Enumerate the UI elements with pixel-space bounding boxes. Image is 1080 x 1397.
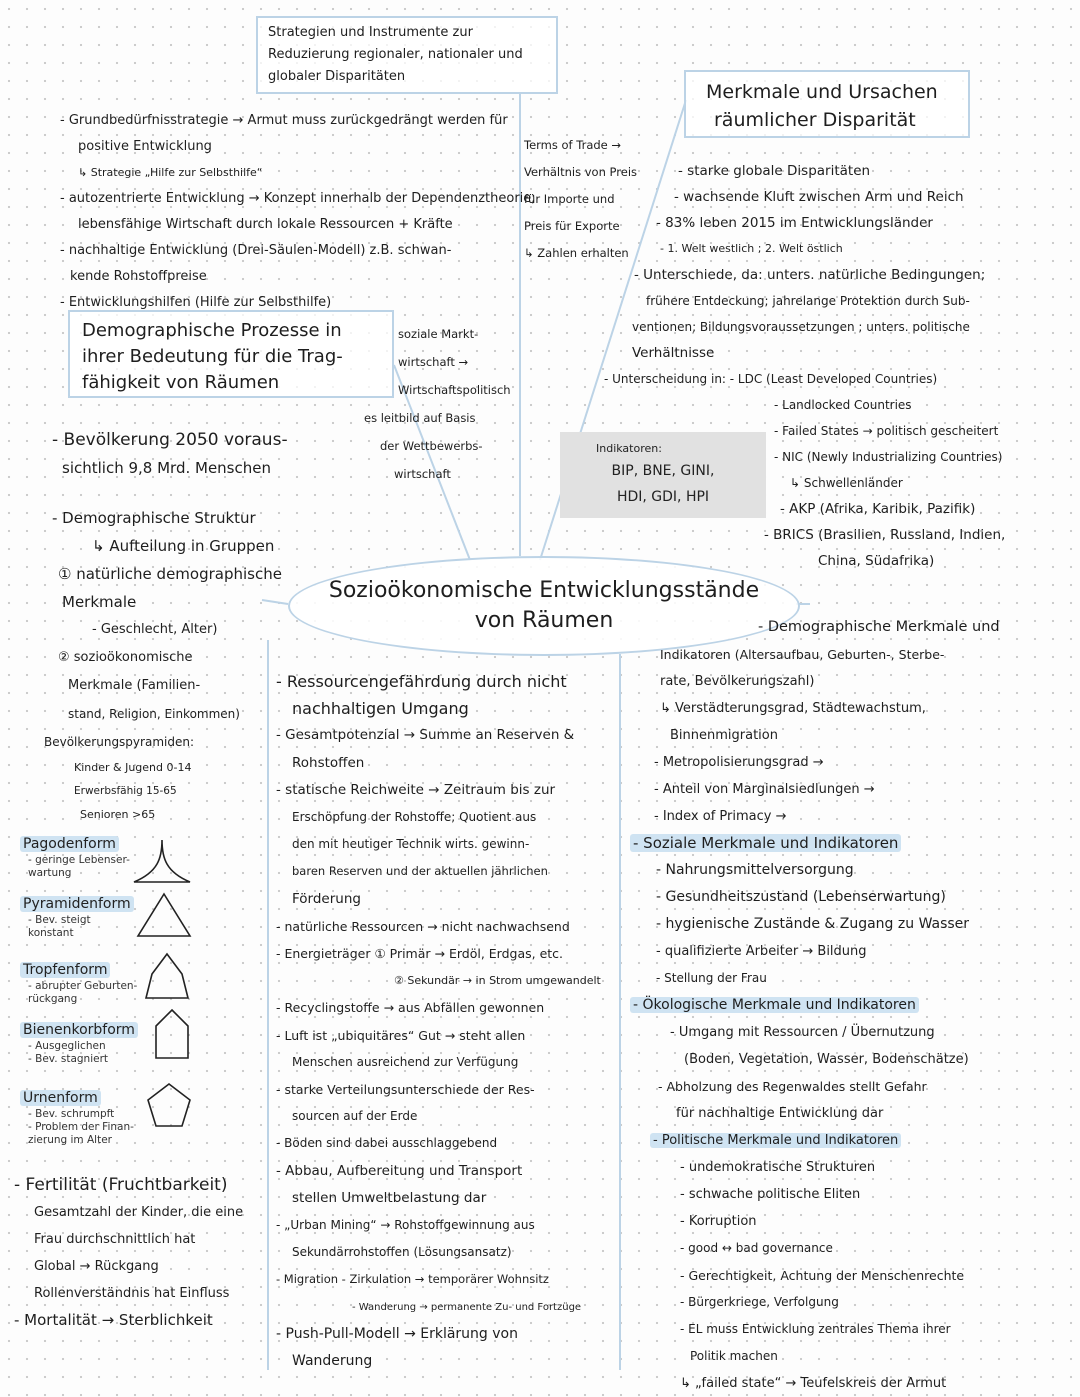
ressourcen-line: - Push-Pull-Modell → Erklärung von	[276, 1325, 518, 1342]
ressourcen-line: baren Reserven und der aktuellen jährlichen	[292, 864, 548, 879]
pyramid-pyramide	[20, 894, 134, 940]
ressourcen-line: - Gesamtpotenzial → Summe an Reserven &	[276, 727, 575, 744]
terms-of-trade-line: für Importe und	[524, 192, 615, 206]
bienenkorb-shape-icon	[150, 1008, 194, 1060]
ressourcen-line: - Migration - Zirkulation → temporärer Wohnsitz	[276, 1272, 549, 1287]
right-line: - qualifizierte Arbeiter → Bildung	[656, 944, 867, 959]
ressourcen-line: - Luft ist „ubiquitäres“ Gut → steht allen	[276, 1027, 526, 1043]
right-line: - Umgang mit Ressourcen / Übernutzung	[670, 1025, 935, 1040]
pyramid-note: - abrupter Geburten-	[28, 980, 138, 992]
pyramid-urne	[20, 1088, 134, 1147]
right-line: (Boden, Vegetation, Wasser, Bodenschätze)	[684, 1052, 969, 1067]
pyramid-note: zierung im Alter	[28, 1134, 112, 1146]
right-line: rate, Bevölkerungszahl)	[660, 674, 815, 689]
bevoelkerung-line: Merkmale (Familien-	[68, 678, 201, 693]
indikatoren-line: HDI, GDI, HPI	[616, 489, 710, 505]
pyramid-note: rückgang	[28, 993, 78, 1005]
pyramide-shape-icon	[136, 892, 192, 938]
merkmale-box-line: Merkmale und Ursachen	[706, 81, 938, 103]
merkmale-item: - Unterscheidung in: - LDC (Least Developed Countries)	[604, 372, 938, 386]
ressourcen-line: Wanderung	[292, 1353, 373, 1370]
ressourcen-line: stellen Umweltbelastung dar	[292, 1189, 487, 1206]
demographie-box	[68, 310, 394, 398]
right-line: - good ↔ bad governance	[680, 1241, 833, 1255]
merkmale-box-line: räumlicher Disparität	[714, 109, 916, 131]
ressourcen-line: - Abbau, Aufbereitung und Transport	[276, 1162, 523, 1179]
bevoelkerung-line: ② sozioökonomische	[58, 650, 193, 665]
pyramid-note: - Bev. stagniert	[28, 1053, 109, 1065]
ressourcen-line: Förderung	[292, 890, 361, 907]
bevoelkerung-line: Senioren >65	[80, 808, 156, 821]
merkmale-item: - Failed States → politisch gescheitert	[774, 424, 999, 438]
bevoelkerung-line: - Geschlecht, Alter)	[92, 622, 218, 637]
soziale-markt-line: soziale Markt-	[398, 327, 479, 341]
soziale-markt-line: Wirtschaftspolitisch	[398, 383, 511, 397]
pyramid-note: - Problem der Finan-	[28, 1121, 134, 1133]
pyramid-note: - geringe Lebenser-	[28, 854, 130, 866]
ressourcen-line: Erschöpfung der Rohstoffe; Quotient aus	[292, 810, 537, 825]
right-line: - Stellung der Frau	[656, 971, 767, 985]
merkmale-item: frühere Entdeckung; jahrelange Protektion durch Sub-	[646, 294, 970, 308]
right-line	[630, 992, 1000, 1019]
pyramid-note: - Ausgeglichen	[28, 1040, 106, 1052]
pyramid-note: wartung	[28, 867, 72, 879]
soziale-markt-line: es leitbild auf Basis	[364, 411, 476, 425]
fertilitaet-line: Rollenverständnis hat Einfluss	[34, 1286, 230, 1301]
ressourcen-line: nachhaltigen Umgang	[292, 699, 469, 719]
ressourcen-line: - Energieträger ① Primär → Erdöl, Erdgas, etc.	[276, 946, 564, 962]
pyramid-tropfen	[20, 960, 137, 1006]
right-line: - hygienische Zustände & Zugang zu Wasser	[656, 916, 970, 932]
indikatoren-box	[560, 432, 766, 518]
ressourcen-line: - Ressourcengefährdung durch nicht	[276, 672, 567, 691]
right-line: - Nahrungsmittelversorgung	[656, 862, 854, 878]
merkmale-item: - Unterschiede, da: unters. natürliche Bedingungen;	[634, 267, 986, 283]
bevoelkerung-line: ↳ Aufteilung in Gruppen	[92, 537, 275, 555]
right-line	[630, 830, 1000, 857]
ressourcen-line: - starke Verteilungsunterschiede der Res-	[276, 1082, 535, 1098]
right-heading: - Ökologische Merkmale und Indikatoren	[630, 997, 919, 1013]
fertilitaet-line: - Fertilität (Fruchtbarkeit)	[14, 1175, 228, 1195]
strategies-item: kende Rohstoffpreise	[70, 269, 207, 284]
ressourcen-line: - natürliche Ressourcen → nicht nachwachsend	[276, 918, 570, 934]
right-line: - EL muss Entwicklung zentrales Thema ihrer	[680, 1322, 951, 1336]
merkmale-item: - BRICS (Brasilien, Russland, Indien,	[764, 527, 1006, 543]
ressourcen-line: Sekundärrohstoffen (Lösungsansatz)	[292, 1245, 512, 1260]
right-line: Politik machen	[690, 1349, 778, 1363]
strategies-item: ↳ Strategie „Hilfe zur Selbsthilfe“	[78, 166, 263, 179]
tropfen-shape-icon	[142, 952, 192, 1000]
merkmale-item: ventionen; Bildungsvoraussetzungen ; unters. politische	[632, 320, 970, 334]
ressourcen-line: - Recyclingstoffe → aus Abfällen gewonnen	[276, 1000, 545, 1016]
center-title-line: Sozioökonomische Entwicklungsstände	[328, 578, 760, 603]
right-line: für nachhaltige Entwicklung dar	[676, 1106, 884, 1121]
ressourcen-line: - „Urban Mining“ → Rohstoffgewinnung aus	[276, 1218, 535, 1233]
strategies-item: - nachhaltige Entwicklung (Drei-Säulen-Modell) z.B. schwan-	[60, 243, 452, 258]
pyramid-pagode	[20, 834, 130, 880]
strategies-item: - Entwicklungshilfen (Hilfe zur Selbsthilfe)	[60, 295, 332, 310]
strategies-item: - Grundbedürfnisstrategie → Armut muss zurückgedrängt werden für	[60, 113, 508, 128]
merkmale-item: - Landlocked Countries	[774, 398, 912, 412]
merkmale-item: ↳ Schwellenländer	[790, 476, 903, 490]
bevoelkerung-section	[44, 426, 288, 828]
pyramid-note: - Bev. schrumpft	[28, 1108, 115, 1120]
merkmale-item: - 1. Welt westlich ; 2. Welt östlich	[660, 242, 843, 255]
right-line: - undemokratische Strukturen	[680, 1160, 876, 1175]
right-line: - Gesundheitszustand (Lebenserwartung)	[656, 889, 946, 905]
right-line: Indikatoren (Altersaufbau, Geburten-, Sterbe-	[660, 647, 945, 662]
ressourcen-line: - statische Reichweite → Zeitraum bis zur	[276, 781, 556, 798]
bevoelkerung-line: stand, Religion, Einkommen)	[68, 707, 240, 721]
merkmale-item: - NIC (Newly Industrializing Countries)	[774, 450, 1003, 464]
strategies-box-line: Strategien und Instrumente zur	[268, 25, 473, 40]
strategies-box-line: Reduzierung regionaler, nationaler und	[268, 47, 523, 62]
soziale-markt-line: wirtschaft →	[398, 355, 469, 369]
right-line: - Demographische Merkmale und	[758, 619, 1000, 635]
ressourcen-line: - Wanderung → permanente Zu- und Fortzüge	[352, 1301, 582, 1313]
bevoelkerung-line: Kinder & Jugend 0-14	[74, 761, 192, 774]
bevoelkerung-line: sichtlich 9,8 Mrd. Menschen	[62, 459, 271, 477]
right-line: Binnenmigration	[670, 728, 778, 743]
bevoelkerung-line: - Demographische Struktur	[52, 509, 256, 527]
merkmale-item: - starke globale Disparitäten	[678, 163, 871, 179]
right-line: - Anteil von Marginalsiedlungen →	[654, 782, 875, 797]
merkmale-item: - wachsende Kluft zwischen Arm und Reich	[674, 189, 964, 205]
terms-of-trade-line: Verhältnis von Preis	[524, 165, 638, 179]
demographie-box-line: Demographische Prozesse in	[82, 320, 342, 341]
fertilitaet-line: Frau durchschnittlich hat	[34, 1232, 196, 1247]
merkmale-item: - 83% leben 2015 im Entwicklungsländer	[656, 215, 933, 231]
pyramid-label: Urnenform	[20, 1090, 101, 1106]
indikatoren-line: BIP, BNE, GINI,	[611, 463, 715, 479]
ressourcen-line: - Böden sind dabei ausschlaggebend	[276, 1136, 498, 1151]
bevoelkerung-line: ① natürliche demographische	[58, 565, 282, 583]
merkmale-item: Verhältnisse	[632, 345, 715, 361]
terms-of-trade-line: Terms of Trade →	[524, 138, 622, 152]
right-heading: - Soziale Merkmale und Indikatoren	[630, 834, 901, 852]
demographie-box-line: ihrer Bedeutung für die Trag-	[82, 346, 343, 367]
merkmale-item: - AKP (Afrika, Karibik, Pazifik)	[780, 501, 976, 517]
ressourcen-line: sourcen auf der Erde	[292, 1109, 418, 1124]
right-section	[630, 614, 1000, 1397]
urne-shape-icon	[146, 1082, 192, 1128]
pagode-shape-icon	[132, 838, 192, 884]
strategies-item: lebensfähige Wirtschaft durch lokale Ressourcen + Kräfte	[78, 217, 453, 232]
center-title-line: von Räumen	[474, 608, 614, 633]
terms-of-trade-line: Preis für Exporte	[524, 219, 620, 233]
bevoelkerung-line: - Bevölkerung 2050 voraus-	[52, 430, 288, 450]
right-line: ↳ „failed state“ → Teufelskreis der Armut	[680, 1376, 947, 1391]
pyramid-bienenkorb	[20, 1020, 138, 1066]
pyramid-label: Bienenkorbform	[20, 1022, 138, 1038]
strategies-list	[60, 108, 536, 316]
pyramid-note: - Bev. steigt	[28, 914, 91, 926]
pyramid-label: Tropfenform	[20, 962, 110, 978]
right-line: - schwache politische Eliten	[680, 1187, 861, 1202]
right-line: - Korruption	[680, 1214, 757, 1229]
right-line: ↳ Verstädterungsgrad, Städtewachstum,	[660, 701, 926, 716]
ressourcen-section	[276, 668, 601, 1375]
strategies-box	[256, 16, 558, 94]
indikatoren-title: Indikatoren:	[596, 442, 662, 455]
strategies-item: - autozentrierte Entwicklung → Konzept innerhalb der Dependenztheorie;	[60, 191, 536, 206]
right-line: - Metropolisierungsgrad →	[654, 755, 824, 770]
demographie-box-line: fähigkeit von Räumen	[82, 372, 280, 393]
pyramid-label: Pyramidenform	[20, 896, 134, 912]
strategies-box-line: globaler Disparitäten	[268, 69, 406, 84]
soziale-markt-line: wirtschaft	[394, 467, 451, 481]
pyramid-label: Pagodenform	[20, 836, 119, 852]
right-line: - Abholzung des Regenwaldes stellt Gefahr	[658, 1079, 927, 1094]
pyramid-note: konstant	[28, 927, 74, 939]
merkmale-item: China, Südafrika)	[818, 553, 935, 569]
ressourcen-line: Rohstoffen	[292, 754, 365, 771]
mortalitaet-line: - Mortalität → Sterblichkeit	[14, 1311, 213, 1329]
soziale-marktwirtschaft-note	[364, 320, 511, 488]
right-line: - Bürgerkriege, Verfolgung	[680, 1295, 839, 1309]
ressourcen-line: ② Sekundär → in Strom umgewandelt	[394, 974, 601, 988]
ressourcen-line: Menschen ausreichend zur Verfügung	[292, 1054, 519, 1069]
terms-of-trade-line: ↳ Zahlen erhalten	[524, 246, 629, 260]
bevoelkerung-line: Merkmale	[62, 593, 137, 611]
right-line	[630, 1127, 1000, 1154]
ressourcen-line: den mit heutiger Technik wirts. gewinn-	[292, 837, 530, 852]
fertilitaet-section	[14, 1172, 243, 1334]
strategies-item: positive Entwicklung	[78, 139, 212, 154]
right-line: - Gerechtigkeit, Achtung der Menschenrechte	[680, 1268, 965, 1283]
bevoelkerung-line: Erwerbsfähig 15-65	[74, 785, 177, 797]
fertilitaet-line: Global → Rückgang	[34, 1259, 159, 1274]
fertilitaet-line: Gesamtzahl der Kinder, die eine	[34, 1205, 244, 1220]
soziale-markt-line: der Wettbewerbs-	[380, 439, 483, 453]
right-line: - Index of Primacy →	[654, 809, 787, 824]
bevoelkerung-line: Bevölkerungspyramiden:	[44, 735, 194, 749]
right-heading: - Politische Merkmale und Indikatoren	[650, 1133, 901, 1148]
merkmale-box	[684, 70, 970, 138]
